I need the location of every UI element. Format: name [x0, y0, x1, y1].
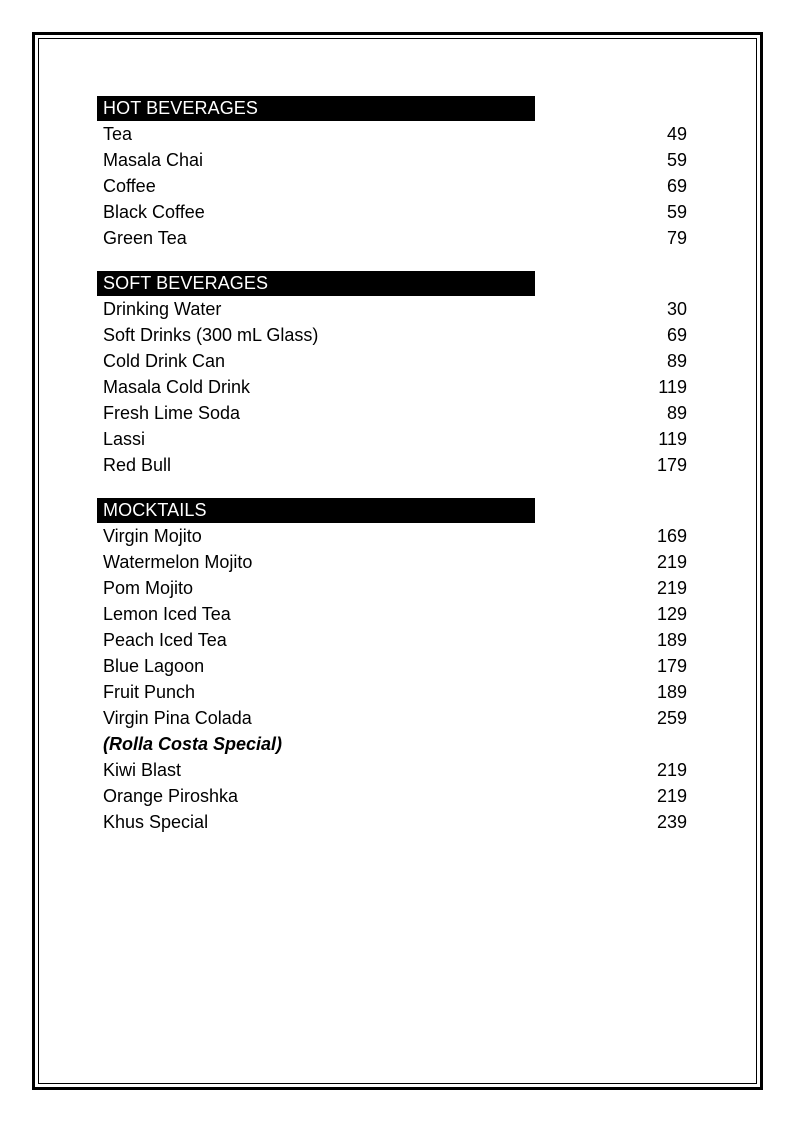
item-price: 189: [656, 630, 687, 650]
item-price: 30: [666, 299, 687, 319]
item-name: Peach Iced Tea: [103, 630, 227, 650]
item-price: 89: [666, 403, 687, 423]
item-price: 69: [666, 176, 687, 196]
menu-item: [97, 679, 687, 705]
item-name: Kiwi Blast: [103, 760, 182, 780]
item-name: Orange Piroshka: [103, 786, 239, 806]
item-name: Lassi: [103, 429, 146, 449]
item-price: 69: [666, 325, 687, 345]
menu-item: [97, 653, 687, 679]
menu-item: [97, 199, 687, 225]
item-name: Masala Chai: [103, 150, 204, 170]
item-price: 219: [656, 578, 687, 598]
item-name: Pom Mojito: [103, 578, 194, 598]
section-header: HOT BEVERAGES: [97, 96, 535, 121]
item-price: 119: [658, 429, 687, 449]
menu-item: [97, 549, 687, 575]
menu-subheading: [97, 731, 687, 757]
item-name: Fruit Punch: [103, 682, 196, 702]
item-price: 219: [656, 786, 687, 806]
item-name: Watermelon Mojito: [103, 552, 253, 572]
item-price: 169: [656, 526, 687, 546]
menu-item: [97, 348, 687, 374]
item-price: [627, 731, 687, 757]
item-price: 89: [666, 351, 687, 371]
menu: [97, 96, 687, 855]
item-name: Black Coffee: [103, 202, 205, 222]
item-name: Coffee: [103, 176, 156, 196]
menu-item: [97, 147, 687, 173]
item-name: Fresh Lime Soda: [103, 403, 241, 423]
menu-item: [97, 809, 687, 835]
item-name: Green Tea: [103, 228, 187, 248]
item-name: Virgin Pina Colada: [103, 708, 252, 728]
menu-item: [97, 627, 687, 653]
item-price: 59: [666, 202, 687, 222]
menu-item: [97, 523, 687, 549]
item-price: 189: [656, 682, 687, 702]
item-price: 219: [656, 760, 687, 780]
item-price: 219: [656, 552, 687, 572]
item-name: Drinking Water: [103, 299, 222, 319]
menu-item: [97, 705, 687, 731]
menu-item: [97, 225, 687, 251]
item-name: Khus Special: [103, 812, 209, 832]
menu-item: [97, 173, 687, 199]
item-name: Cold Drink Can: [103, 351, 226, 371]
section-soft-beverages: [97, 271, 687, 478]
section-header: MOCKTAILS: [97, 498, 535, 523]
menu-item: [97, 575, 687, 601]
item-name: Masala Cold Drink: [103, 377, 251, 397]
item-name: Blue Lagoon: [103, 656, 205, 676]
item-price: 179: [656, 455, 687, 475]
subheading-label: (Rolla Costa Special): [103, 734, 283, 754]
menu-item: [97, 400, 687, 426]
item-name: Lemon Iced Tea: [103, 604, 231, 624]
menu-item: [97, 426, 687, 452]
item-price: 49: [666, 124, 687, 144]
menu-item: [97, 121, 687, 147]
item-name: Tea: [103, 124, 133, 144]
item-name: Virgin Mojito: [103, 526, 202, 546]
menu-item: [97, 296, 687, 322]
section-hot-beverages: [97, 96, 687, 251]
item-price: 59: [666, 150, 687, 170]
menu-item: [97, 757, 687, 783]
item-price: 79: [666, 228, 687, 248]
item-price: 179: [656, 656, 687, 676]
item-name: Red Bull: [103, 455, 172, 475]
item-price: 119: [658, 377, 687, 397]
item-price: 129: [656, 604, 687, 624]
menu-item: [97, 322, 687, 348]
menu-item: [97, 452, 687, 478]
item-price: 259: [656, 708, 687, 728]
section-header: SOFT BEVERAGES: [97, 271, 535, 296]
menu-item: [97, 374, 687, 400]
item-price: 239: [656, 812, 687, 832]
item-name: Soft Drinks (300 mL Glass): [103, 325, 319, 345]
menu-item: [97, 601, 687, 627]
section-mocktails: [97, 498, 687, 835]
menu-item: [97, 783, 687, 809]
